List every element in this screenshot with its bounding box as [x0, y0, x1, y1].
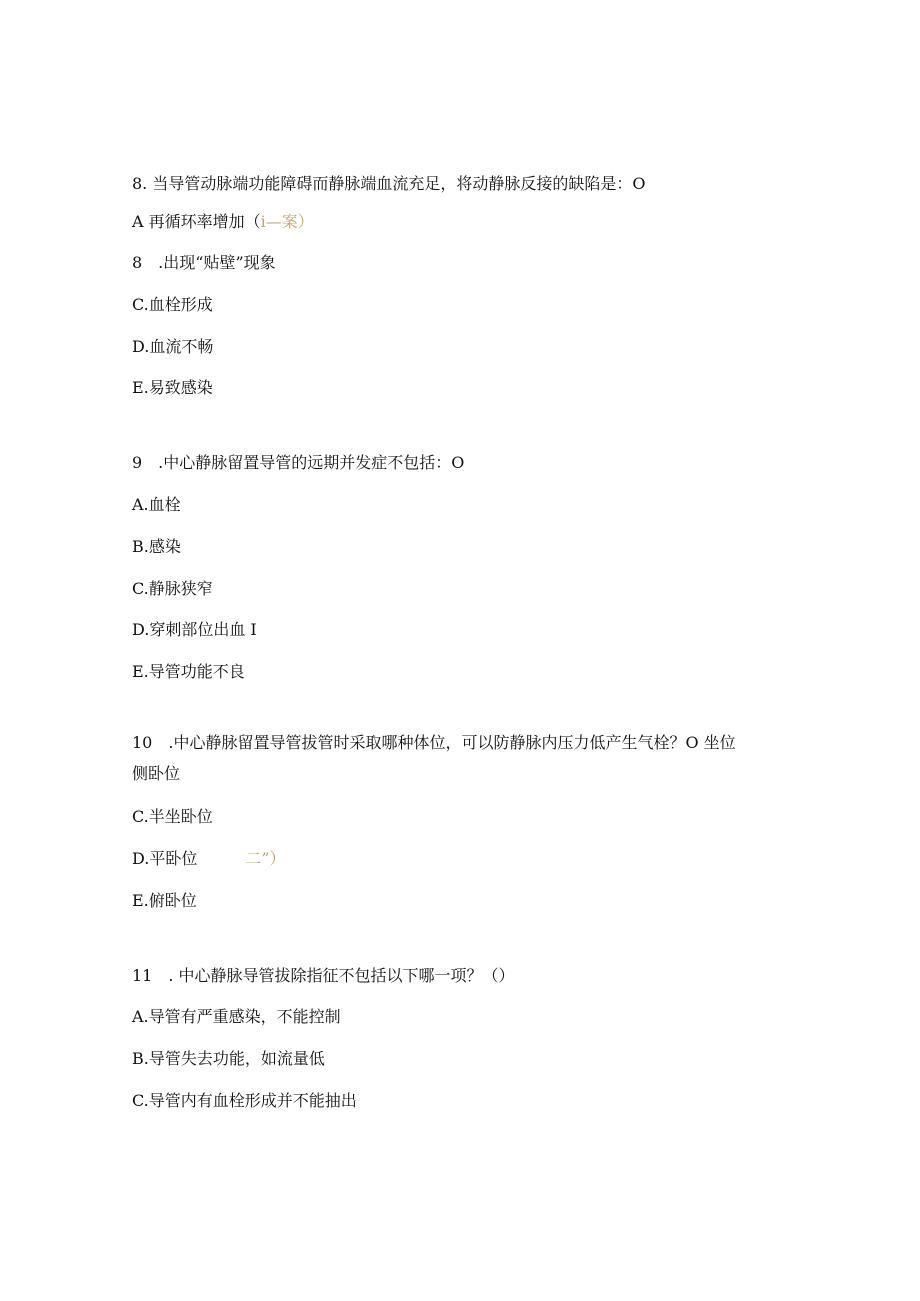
question-10-text-continued: 侧卧位 — [132, 764, 181, 783]
question-11-text: 11 . 中心静脉导管拔除指征不包括以下哪一项？（） — [132, 966, 515, 985]
question-11-option-c: C.导管内有血栓形成并不能抽出 — [132, 1091, 357, 1110]
question-11-option-b: B.导管失去功能，如流量低 — [132, 1049, 325, 1068]
question-8-option-b: 8 .出现“贴壁”现象 — [132, 253, 276, 272]
question-9-option-e: E.导管功能不良 — [132, 662, 245, 681]
question-9-text: 9 .中心静脉留置导管的远期并发症不包括：O — [132, 453, 465, 472]
question-9-option-c: C.静脉狭窄 — [132, 579, 213, 598]
question-8-option-e: E.易致感染 — [132, 378, 213, 397]
question-8-option-d: D.血流不畅 — [132, 337, 214, 356]
question-10-text: 10 .中心静脉留置导管拔管时采取哪种体位，可以防静脉内压力低产生气栓？O 坐位 — [132, 733, 736, 752]
question-9-option-b: B.感染 — [132, 537, 181, 556]
question-8-text: 8. 当导管动脉端功能障碍而静脉端血流充足，将动静脉反接的缺陷是：O — [132, 174, 646, 193]
option-d-stamp-mark: 二”） — [245, 849, 286, 868]
question-9-option-a: A.血栓 — [132, 495, 181, 514]
question-11-option-a: A.导管有严重感染，不能控制 — [132, 1007, 341, 1026]
question-8-option-a — [132, 212, 314, 232]
question-10-option-e: E.俯卧位 — [132, 891, 197, 910]
question-9-option-d: D.穿刺部位出血 I — [132, 620, 257, 639]
question-8-option-c: C.血栓形成 — [132, 295, 213, 314]
question-10-option-d — [132, 849, 286, 869]
option-a-stamp-mark: i—案） — [260, 212, 314, 231]
option-a-label: A 再循环率增加（ — [132, 212, 261, 231]
question-10-option-c: C.半坐卧位 — [132, 807, 213, 826]
option-d-label: D.平卧位 — [132, 849, 198, 868]
